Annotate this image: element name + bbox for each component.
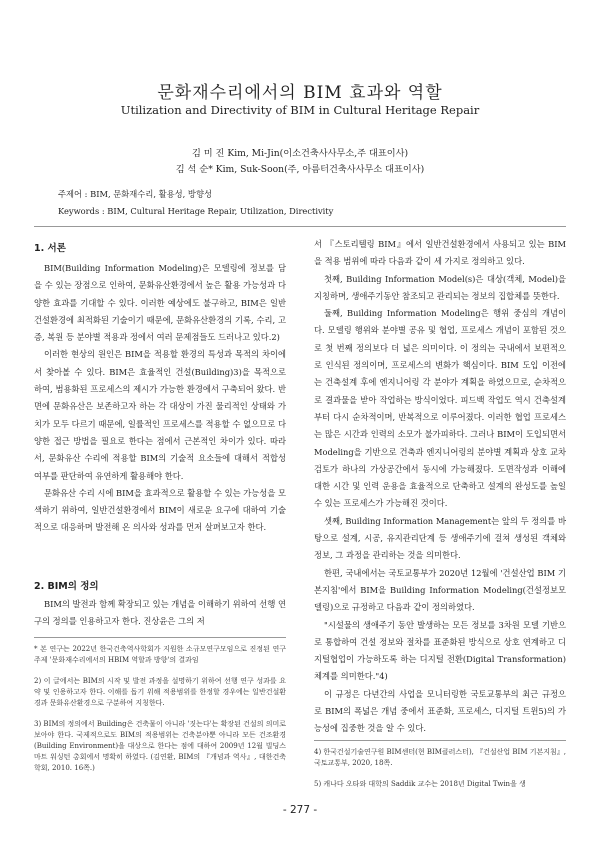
paragraph: 둘째, Building Information Modeling은 행위 중심의 개념이다. 모델링 행위와 분야별 공유 및 협업, 프로세스 개념이 포함된 것으로 첫 번째 정의보다 더 넓은 의미이다. 이 정의는 국내에서 보편적으로 인식된 정의이며, 프로세스의 변화가 핵심이다. BIM 도입 이전에는 건축설계 후에 엔지니어링 각 분야가 계획을 하였으므로, 순차적으로 결과물을 받아 작업하는 방식이었다. 피드백 작업도 역시 건축설계부터 다시 순차적이며, 반복적으로 이루어졌다. 이러한 협업 프로세스는 많은 시간과 인력의 소모가 불가피하다. 그러나 BIM이 도입되면서 Modeling을 기반으로 건축과 엔지니어링의 분야별 계획과 상호 교차검토가 하나의 가상공간에서 동시에 가능해졌다. 도면작성과 이해에 대한 시간 및 인력 운용을 효율적으로 단축하고 설계의 완성도를 높일 수 있는 프로세스가 가능해진 것이다.: [314, 308, 566, 509]
paper-title-korean: 문화재수리에서의 BIM 효과와 역할: [157, 83, 443, 103]
paragraph: 첫째, Building Information Model(s)은 대상(객체, Model)을 지칭하며, 생애주기동안 참조되고 관리되는 정보의 집합체를 뜻한다.: [314, 273, 566, 301]
left-footnotes: [34, 644, 286, 784]
footnote: * 본 연구는 2022년 한국건축역사학회가 지원한 소규모연구모임으로 진정된 연구 주제 '문화재수리에서의 HBIM 역할과 방향'의 결과임: [34, 645, 286, 664]
paragraph: 이러한 현상의 원인은 BIM을 적용할 환경의 특성과 목적의 차이에서 찾아볼 수 있다. BIM은 효율적인 건설(Building)3)을 목적으로 하여, 범용화된 프로세스의 제시가 가능한 환경에서 구축되어 왔다. 반면에 문화유산은 보존하고자 하는 각 대상이 가진 물리적인 상태와 가치가 모두 다르기 때문에, 일률적인 프로세스를 적용할 수 없으므로 다양한 접근 방법을 필요로 한다는 점에서 근본적인 차이가 있다. 따라서, 문화유산 수리에 적용할 BIM의 기술적 요소들에 대해서 적합성 여부를 판단하여 유연하게 활용해야 한다.: [34, 349, 286, 481]
paragraph: BIM(Building Information Modeling)은 모델링에 정보를 담을 수 있는 장점으로 인하여, 문화유산환경에서 높은 활용 가능성과 다양한 효과를 기대할 수 있다. 이러한 예상에도 불구하고, BIM은 일반건설환경에 최적화된 기술이기 때문에, 문화유산환경의 기록, 수리, 고증, 복원 등 분야별 적용과 정에서 여러 문제점들도 드러나고 있다.2): [34, 263, 286, 343]
paragraph: 서 『스토리텔링 BIM』에서 일반건설환경에서 사용되고 있는 BIM을 적용 범위에 따라 다음과 같이 세 가지로 정의하고 있다.: [314, 239, 566, 267]
header-divider: [34, 226, 566, 227]
right-footnotes: [314, 747, 566, 800]
right-column: [314, 236, 566, 738]
left-column: [34, 240, 286, 537]
bim-definition-body: [34, 596, 286, 631]
footnote: 4) 한국건설기술연구원 BIM센터(현 BIM클러스터), 『건설산업 BIM 기본지침』, 국토교통부, 2020, 18쪽.: [314, 748, 566, 767]
footnote: 2) 이 글에서는 BIM의 시작 및 발전 과정을 설명하기 위하여 선행 연구 성과를 요약 및 인용하고자 한다. 이해를 돕기 위해 적용범위를 한정할 경우에는 일반건설환경과 문화유산환경으로 구분하여 지칭한다.: [34, 677, 286, 707]
page-number: - 277 -: [282, 804, 318, 816]
footnote-divider-left: [34, 637, 286, 638]
paper-title-english: Utilization and Directivity of BIM in Cultural Heritage Repair: [120, 103, 480, 117]
paragraph: 이 규정은 다년간의 사업을 모니터링한 국토교통부의 최근 규정으로 BIM의 폭넓은 개념 중에서 표준화, 프로세스, 디지털 트윈5)의 가능성에 집중한 것을 알 수 있다.: [314, 688, 566, 734]
footnote: 5) 캐나다 오타와 대학의 Saddik 교수는 2018년 Digital Twin을 생: [314, 780, 526, 788]
footnote-divider-right: [314, 740, 566, 741]
author-1: 김 미 진 Kim, Mi-Jin(이소건축사사무소,주 대표이사): [191, 148, 409, 159]
footnote: 3) BIM의 정의에서 Building은 건축물이 아니라 '짓는다'는 확장된 건설의 의미로 보아야 한다. 국제적으로도 BIM의 적용범위는 건축분야뿐 아니라 모든 건조환경(Building Environment)을 대상으로 한다는 점에 대하여 2009년 12월 빌딩스마트 워싱턴 총회에서 명확히 하였다. (김연환, BIM의 『개념과 역사』, 대한건축학회, 2010. 16쪽.): [34, 720, 286, 772]
paragraph: 한편, 국내에서는 국토교통부가 2020년 12월에 '건설산업 BIM 기본지침'에서 BIM을 Building Information Modeling(건설정보모델링)으로 규정하고 다음과 같이 정의하였다.: [314, 567, 566, 613]
intro-body: [34, 260, 286, 537]
paragraph: 셋째, Building Information Management는 앞의 두 정의를 바탕으로 설계, 시공, 유지관리단계 등 생애주기에 걸쳐 생성된 객체와 정보, 그 과정을 관리하는 것을 의미한다.: [314, 515, 566, 561]
quote-paragraph: "시설물의 생애주기 동안 발생하는 모든 정보를 3차원 모델 기반으로 통합하여 건설 정보와 절차를 표준화된 방식으로 상호 연계하고 디지털협업이 가능하도록 하는 디지털 전환(Digital Transformation) 체계를 의미한다."4): [314, 619, 566, 682]
author-2: 김 석 순* Kim, Suk-Soon(주, 아름터건축사사무소 대표이사): [175, 164, 425, 175]
paragraph: BIM의 발전과 함께 확장되고 있는 개념을 이해하기 위하여 선행 연구의 정의를 인용하고자 한다. 진상윤은 그의 저: [34, 599, 286, 627]
keywords-english: Keywords : BIM, Cultural Heritage Repair, Utilization, Directivity: [58, 206, 334, 216]
section-heading-bim-definition: 2. BIM의 정의: [34, 581, 99, 592]
keywords-korean: 주제어 : BIM, 문화재수리, 활용성, 방향성: [58, 189, 212, 199]
section-heading-introduction: 1. 서론: [34, 243, 66, 254]
paragraph: 문화유산 수리 시에 BIM을 효과적으로 활용할 수 있는 가능성을 모색하기 위하여, 일반건설환경에서 BIM이 새로운 요구에 대하여 기술적으로 대응하며 발전해 온 의사와 성과를 먼저 살펴보고자 한다.: [34, 487, 286, 533]
